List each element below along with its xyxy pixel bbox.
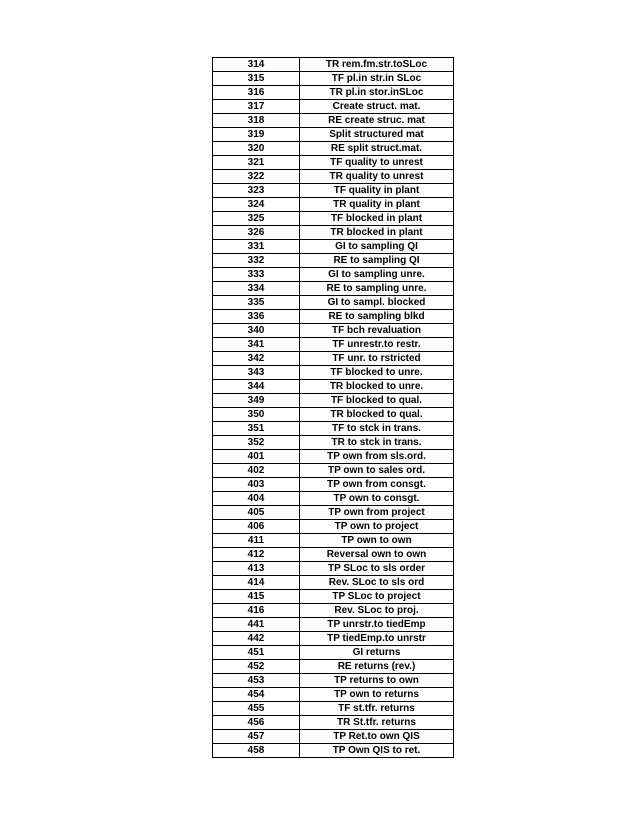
table-row [213, 674, 454, 688]
movement-code-cell: 411 [213, 534, 300, 548]
table-row [213, 352, 454, 366]
movement-description-cell: TF unrestr.to restr. [300, 338, 454, 352]
movement-code-cell: 320 [213, 142, 300, 156]
movement-code-cell: 452 [213, 660, 300, 674]
movement-code-cell: 317 [213, 100, 300, 114]
table-row [213, 268, 454, 282]
table-row [213, 324, 454, 338]
movement-code-cell: 453 [213, 674, 300, 688]
table-row [213, 534, 454, 548]
table-row [213, 212, 454, 226]
table-row [213, 450, 454, 464]
movement-code-cell: 315 [213, 72, 300, 86]
movement-description-cell: GI to sampling QI [300, 240, 454, 254]
movement-code-cell: 404 [213, 492, 300, 506]
movement-description-cell: TP returns to own [300, 674, 454, 688]
movement-code-cell: 351 [213, 422, 300, 436]
table-row [213, 520, 454, 534]
table-row [213, 338, 454, 352]
table-row [213, 184, 454, 198]
movement-code-cell: 442 [213, 632, 300, 646]
movement-description-cell: RE to sampling unre. [300, 282, 454, 296]
movement-description-cell: TP own to consgt. [300, 492, 454, 506]
table-row [213, 58, 454, 72]
movement-code-cell: 414 [213, 576, 300, 590]
movement-code-cell: 321 [213, 156, 300, 170]
movement-description-cell: TF quality to unrest [300, 156, 454, 170]
movement-description-cell: TP own from sls.ord. [300, 450, 454, 464]
movement-description-cell: TF pl.in str.in SLoc [300, 72, 454, 86]
movement-description-cell: TP own from project [300, 506, 454, 520]
table-row [213, 86, 454, 100]
table-row [213, 72, 454, 86]
table-row [213, 464, 454, 478]
movement-description-cell: TR blocked in plant [300, 226, 454, 240]
movement-description-cell: TP tiedEmp.to unrstr [300, 632, 454, 646]
table-row [213, 436, 454, 450]
movement-code-cell: 455 [213, 702, 300, 716]
movement-description-cell: Create struct. mat. [300, 100, 454, 114]
movement-code-cell: 334 [213, 282, 300, 296]
movement-code-cell: 335 [213, 296, 300, 310]
table-row [213, 142, 454, 156]
movement-code-cell: 454 [213, 688, 300, 702]
table-row [213, 646, 454, 660]
table-row [213, 744, 454, 758]
movement-code-cell: 322 [213, 170, 300, 184]
movement-description-cell: TR quality to unrest [300, 170, 454, 184]
movement-code-cell: 416 [213, 604, 300, 618]
movement-description-cell: TF to stck in trans. [300, 422, 454, 436]
table-row [213, 506, 454, 520]
table-row [213, 100, 454, 114]
movement-description-cell: TP unrstr.to tiedEmp [300, 618, 454, 632]
movement-description-cell: TF blocked to unre. [300, 366, 454, 380]
movement-description-cell: TP own to sales ord. [300, 464, 454, 478]
table-row [213, 730, 454, 744]
movement-code-cell: 349 [213, 394, 300, 408]
movement-description-cell: Rev. SLoc to proj. [300, 604, 454, 618]
movement-code-cell: 341 [213, 338, 300, 352]
table-row [213, 688, 454, 702]
table-row [213, 198, 454, 212]
table-row [213, 226, 454, 240]
movement-description-cell: RE to sampling QI [300, 254, 454, 268]
movement-code-cell: 403 [213, 478, 300, 492]
table-row [213, 156, 454, 170]
movement-description-cell: TF blocked in plant [300, 212, 454, 226]
movement-description-cell: RE returns (rev.) [300, 660, 454, 674]
movement-description-cell: TP own from consgt. [300, 478, 454, 492]
movement-code-cell: 314 [213, 58, 300, 72]
movement-code-cell: 458 [213, 744, 300, 758]
movement-description-cell: RE to sampling blkd [300, 310, 454, 324]
movement-description-cell: TR blocked to unre. [300, 380, 454, 394]
table-row [213, 548, 454, 562]
table-row [213, 576, 454, 590]
movement-code-cell: 333 [213, 268, 300, 282]
movement-description-cell: Reversal own to own [300, 548, 454, 562]
table-row [213, 394, 454, 408]
table-row [213, 170, 454, 184]
table-row [213, 478, 454, 492]
movement-description-cell: TF st.tfr. returns [300, 702, 454, 716]
table-row [213, 716, 454, 730]
movement-code-cell: 318 [213, 114, 300, 128]
movement-code-cell: 316 [213, 86, 300, 100]
movement-description-cell: TF bch revaluation [300, 324, 454, 338]
movement-description-cell: GI to sampling unre. [300, 268, 454, 282]
movement-code-cell: 343 [213, 366, 300, 380]
movement-code-cell: 350 [213, 408, 300, 422]
movement-description-cell: TF unr. to rstricted [300, 352, 454, 366]
table-row [213, 408, 454, 422]
movement-code-cell: 441 [213, 618, 300, 632]
movement-code-cell: 401 [213, 450, 300, 464]
movement-description-cell: TF blocked to qual. [300, 394, 454, 408]
table-row [213, 562, 454, 576]
movement-description-cell: TP SLoc to project [300, 590, 454, 604]
movement-code-cell: 402 [213, 464, 300, 478]
movement-code-cell: 326 [213, 226, 300, 240]
movement-description-cell: TR quality in plant [300, 198, 454, 212]
movement-code-cell: 319 [213, 128, 300, 142]
movement-description-cell: GI to sampl. blocked [300, 296, 454, 310]
table-row [213, 590, 454, 604]
table-row [213, 310, 454, 324]
movement-description-cell: TR blocked to qual. [300, 408, 454, 422]
movement-description-cell: TR pl.in stor.inSLoc [300, 86, 454, 100]
table-row [213, 618, 454, 632]
table-row [213, 604, 454, 618]
movement-description-cell: Split structured mat [300, 128, 454, 142]
movement-description-cell: TP Own QIS to ret. [300, 744, 454, 758]
movement-code-cell: 336 [213, 310, 300, 324]
table-row [213, 240, 454, 254]
movement-code-cell: 413 [213, 562, 300, 576]
movement-code-cell: 324 [213, 198, 300, 212]
table-row [213, 128, 454, 142]
movement-code-cell: 344 [213, 380, 300, 394]
table-row [213, 282, 454, 296]
movement-description-cell: TP own to returns [300, 688, 454, 702]
table-row [213, 632, 454, 646]
movement-description-cell: TF quality in plant [300, 184, 454, 198]
movement-description-cell: TP own to own [300, 534, 454, 548]
table-row [213, 660, 454, 674]
movement-code-cell: 415 [213, 590, 300, 604]
movement-code-cell: 456 [213, 716, 300, 730]
movement-code-cell: 451 [213, 646, 300, 660]
movement-code-cell: 406 [213, 520, 300, 534]
movement-description-cell: TP SLoc to sls order [300, 562, 454, 576]
movement-code-cell: 340 [213, 324, 300, 338]
movement-description-cell: GI returns [300, 646, 454, 660]
movement-code-cell: 457 [213, 730, 300, 744]
table-row [213, 366, 454, 380]
table-row [213, 702, 454, 716]
movement-code-cell: 342 [213, 352, 300, 366]
movement-code-cell: 352 [213, 436, 300, 450]
table-row [213, 492, 454, 506]
movement-code-cell: 325 [213, 212, 300, 226]
table-row [213, 114, 454, 128]
movement-code-cell: 332 [213, 254, 300, 268]
movement-description-cell: RE split struct.mat. [300, 142, 454, 156]
movement-description-cell: RE create struc. mat [300, 114, 454, 128]
movement-description-cell: Rev. SLoc to sls ord [300, 576, 454, 590]
movement-code-cell: 405 [213, 506, 300, 520]
table-row [213, 254, 454, 268]
table-row [213, 422, 454, 436]
movement-code-cell: 412 [213, 548, 300, 562]
movement-description-cell: TR rem.fm.str.toSLoc [300, 58, 454, 72]
movement-description-cell: TP own to project [300, 520, 454, 534]
movement-type-table [212, 57, 454, 758]
movement-code-cell: 331 [213, 240, 300, 254]
movement-description-cell: TP Ret.to own QIS [300, 730, 454, 744]
movement-description-cell: TR St.tfr. returns [300, 716, 454, 730]
movement-description-cell: TR to stck in trans. [300, 436, 454, 450]
table-body [213, 58, 454, 758]
table-row [213, 380, 454, 394]
movement-code-cell: 323 [213, 184, 300, 198]
table-row [213, 296, 454, 310]
